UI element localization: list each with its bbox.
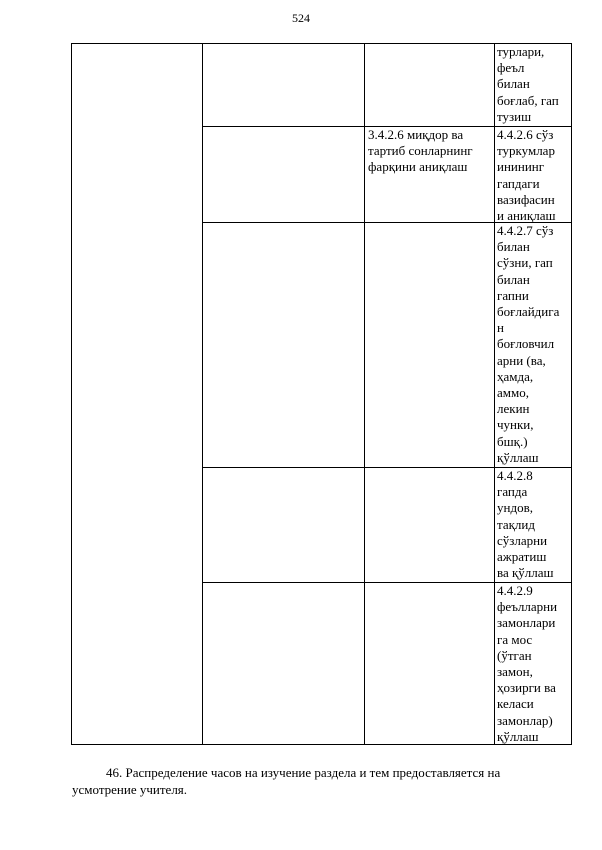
cell-line: тартиб сонларнинг [368, 143, 473, 159]
table-cell [497, 468, 569, 581]
footnote-line-1: 46. Распределение часов на изучение раздела и тем предоставляется на [106, 765, 501, 780]
table-border-col3 [364, 43, 365, 745]
cell-line: феъл [497, 60, 525, 76]
cell-line: боғлаб, гап [497, 92, 559, 108]
cell-line: ҳозирги ва [497, 680, 556, 696]
cell-line: боғлайдига [497, 304, 560, 320]
cell-line: гапда [497, 484, 528, 500]
cell-line: 4.4.2.9 [497, 583, 533, 598]
table-cell [368, 127, 492, 176]
cell-line: фарқини аниқлаш [368, 159, 468, 175]
cell-line: 4.4.2.6 сўз [497, 127, 554, 142]
cell-line: вазифасин [497, 191, 555, 207]
cell-line: ҳамда, [497, 368, 534, 384]
cell-line: 4.4.2.8 [497, 468, 533, 483]
table-border-col2 [202, 43, 203, 745]
cell-line: замонлар) [497, 712, 553, 728]
cell-line: туркумлар [497, 143, 555, 159]
cell-line: инининг [497, 159, 545, 175]
cell-line: келаси [497, 696, 534, 712]
cell-line: ажратиш [497, 549, 547, 565]
cell-line: билан [497, 239, 530, 255]
cell-line: ва қўллаш [497, 565, 554, 581]
table-border-right [571, 43, 572, 745]
cell-line: н [497, 320, 504, 336]
cell-line: замонлари [497, 615, 556, 631]
cell-line: 3.4.2.6 миқдор ва [368, 127, 464, 142]
footnote-paragraph [72, 764, 562, 798]
table-cell [497, 127, 569, 224]
cell-line: қўллаш [497, 728, 539, 744]
table-cell [497, 223, 569, 466]
page-number: 524 [292, 11, 310, 25]
cell-line: га мос [497, 631, 533, 647]
cell-line: ундов, [497, 500, 533, 516]
cell-line: сўзларни [497, 532, 548, 548]
cell-line: (ўтган [497, 647, 532, 663]
cell-line: феълларни [497, 599, 558, 615]
cell-line: и аниқлаш [497, 208, 556, 224]
cell-line: тузиш [497, 108, 532, 124]
cell-line: 4.4.2.7 сўз [497, 223, 554, 238]
footnote-line-2: усмотрение учителя. [72, 782, 188, 797]
cell-line: қўллаш [497, 449, 539, 465]
cell-line: замон, [497, 664, 533, 680]
cell-line: гапдаги [497, 175, 540, 191]
cell-line: боғловчил [497, 336, 555, 352]
cell-line: билан [497, 76, 530, 92]
cell-line: аммо, [497, 385, 529, 401]
table-border-col4 [494, 43, 495, 745]
table-cell [497, 583, 569, 745]
cell-line: сўзни, гап [497, 255, 553, 271]
cell-line: гапни [497, 287, 529, 303]
cell-line: арни (ва, [497, 352, 546, 368]
table-cell [497, 44, 569, 125]
cell-line: турлари, [497, 44, 545, 59]
cell-line: чунки, [497, 417, 534, 433]
cell-line: бшқ.) [497, 433, 528, 449]
table-border-left [71, 43, 72, 745]
cell-line: билан [497, 271, 530, 287]
cell-line: лекин [497, 401, 530, 417]
cell-line: тақлид [497, 516, 535, 532]
